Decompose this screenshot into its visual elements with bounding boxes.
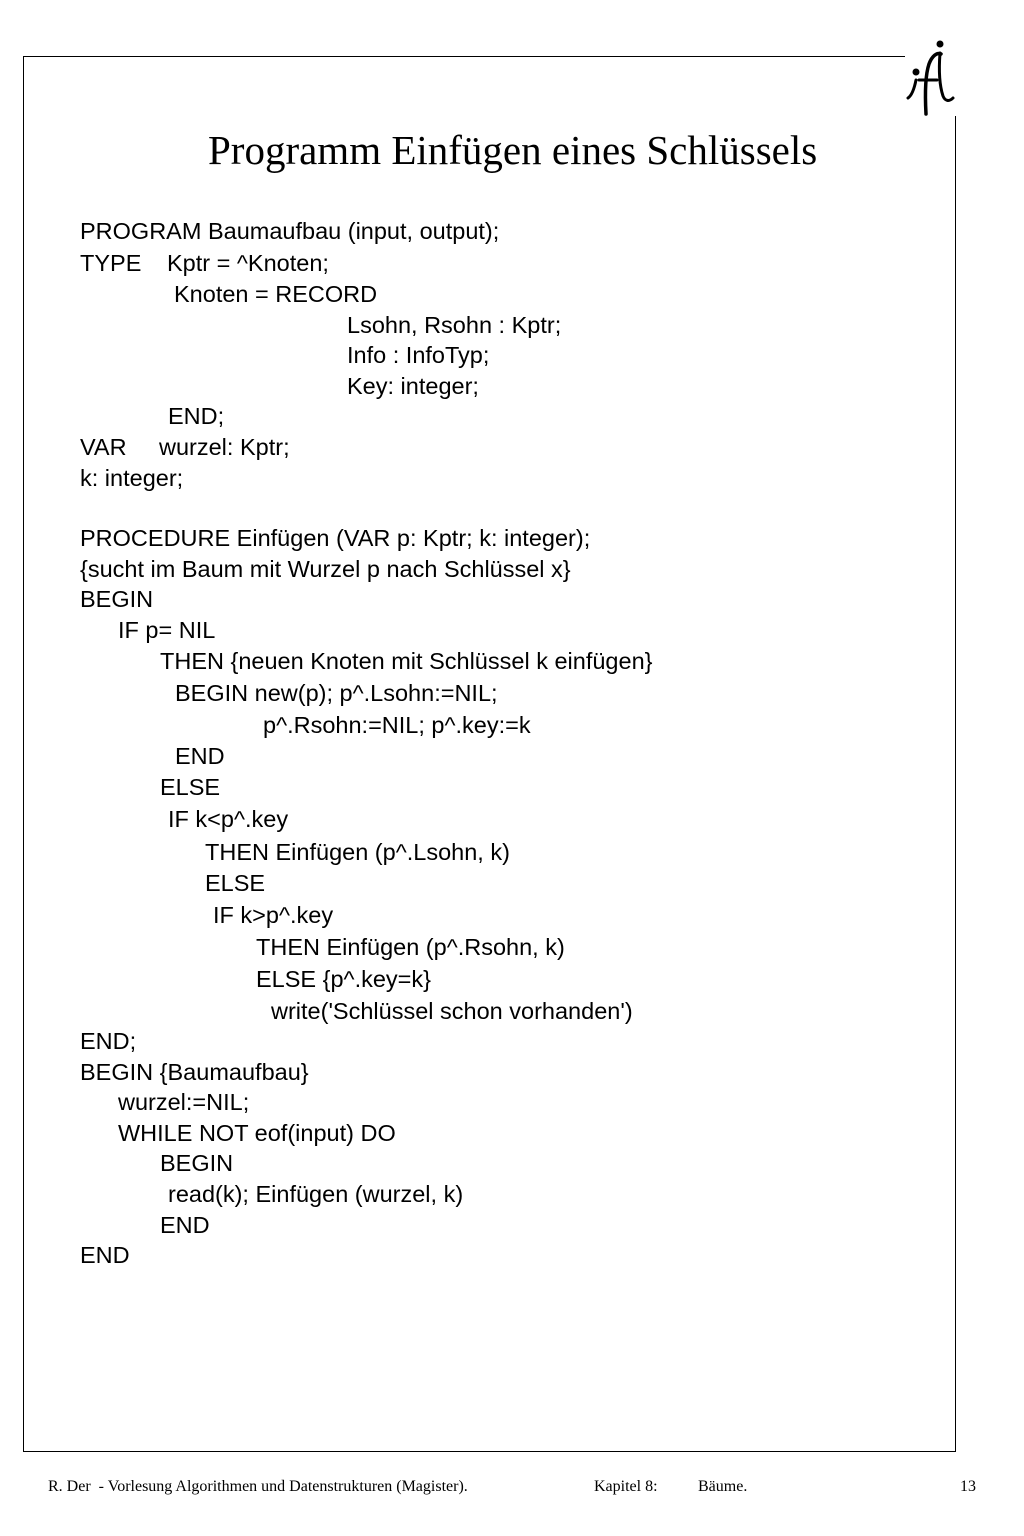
code-line: p^.Rsohn:=NIL; p^.key:=k — [263, 712, 531, 738]
code-line: ELSE — [160, 774, 221, 800]
frame-border-bottom — [23, 1451, 956, 1452]
code-line: IF k<p^.key — [168, 806, 289, 832]
code-line: THEN Einfügen (p^.Rsohn, k) — [256, 934, 565, 960]
footer-chapter: Kapitel 8: — [594, 1478, 658, 1495]
code-line: TYPE — [80, 250, 142, 276]
ifi-logo-icon — [899, 36, 963, 120]
frame-border-right — [955, 116, 956, 1452]
code-line: END; — [80, 1028, 137, 1054]
code-line: END — [160, 1212, 210, 1238]
page-number: 13 — [960, 1478, 976, 1495]
code-line: ELSE — [205, 870, 266, 896]
code-line: wurzel: Kptr; — [159, 434, 290, 460]
frame-border-top — [23, 56, 905, 57]
code-line: BEGIN new(p); p^.Lsohn:=NIL; — [175, 680, 498, 706]
code-line: ELSE {p^.key=k} — [256, 966, 431, 992]
footer-course: R. Der - Vorlesung Algorithmen und Datenstrukturen (Magister). — [48, 1478, 468, 1495]
code-line: END — [175, 743, 225, 769]
code-line: WHILE NOT eof(input) DO — [118, 1120, 396, 1146]
code-line: END — [80, 1242, 130, 1268]
code-line: IF p= NIL — [118, 617, 216, 643]
code-line: VAR — [80, 434, 127, 460]
code-line: PROGRAM Baumaufbau (input, output); — [80, 218, 500, 244]
code-line: THEN Einfügen (p^.Lsohn, k) — [205, 839, 510, 865]
code-line: BEGIN — [80, 586, 154, 612]
frame-border-left — [23, 56, 24, 1452]
code-line: write('Schlüssel schon vorhanden') — [271, 998, 633, 1024]
code-line: IF k>p^.key — [213, 902, 334, 928]
code-line: BEGIN {Baumaufbau} — [80, 1059, 309, 1085]
code-line: {sucht im Baum mit Wurzel p nach Schlüssel x} — [80, 556, 571, 582]
code-line: Key: integer; — [347, 373, 479, 399]
code-line: BEGIN — [160, 1150, 234, 1176]
code-line: PROCEDURE Einfügen (VAR p: Kptr; k: integer); — [80, 525, 591, 551]
code-line: THEN {neuen Knoten mit Schlüssel k einfügen} — [160, 648, 653, 674]
code-line: wurzel:=NIL; — [118, 1089, 250, 1115]
code-line: Kptr = ^Knoten; — [167, 250, 329, 276]
code-line: END; — [168, 403, 225, 429]
code-line: Knoten = RECORD — [174, 281, 378, 307]
code-line: k: integer; — [80, 465, 184, 491]
code-line: Info : InfoTyp; — [347, 342, 490, 368]
code-line: read(k); Einfügen (wurzel, k) — [168, 1181, 464, 1207]
footer-topic: Bäume. — [698, 1478, 748, 1495]
code-line: Lsohn, Rsohn : Kptr; — [347, 312, 562, 338]
slide-title: Programm Einfügen eines Schlüssels — [208, 127, 818, 173]
